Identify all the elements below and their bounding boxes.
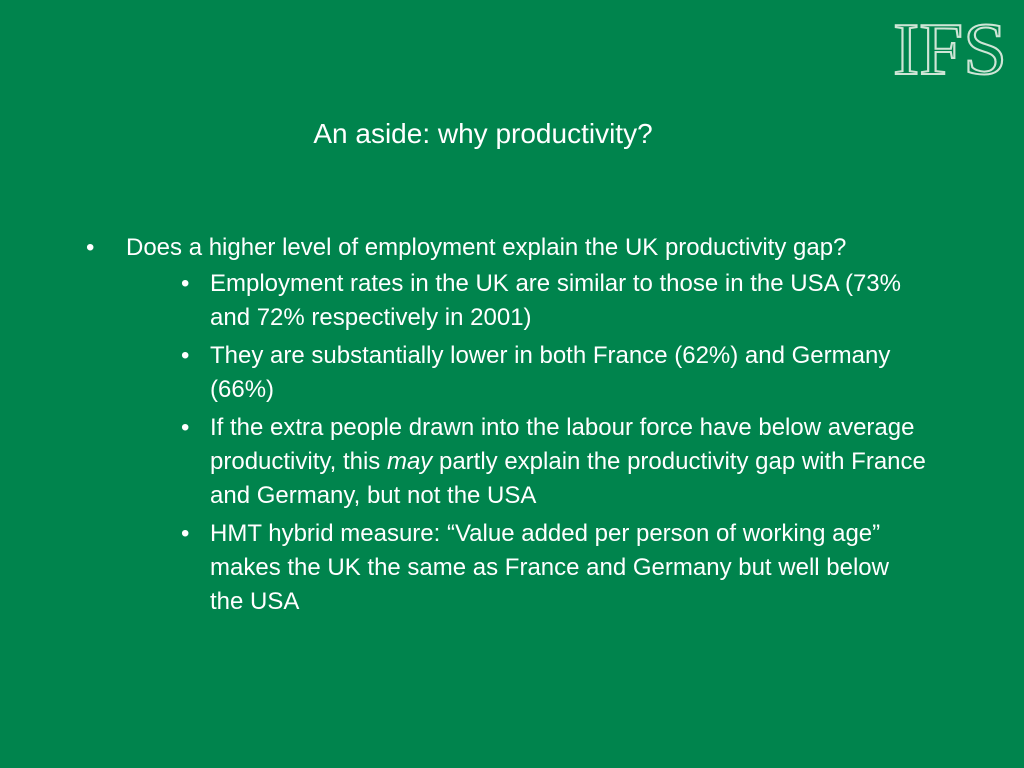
ifs-logo — [893, 12, 1009, 82]
bullet-icon: • — [181, 520, 190, 547]
bullet-list — [86, 230, 926, 619]
sub-point-text-after: partly explain the productivity gap with France and Germany, but not the USA — [210, 448, 926, 509]
sub-point-text: HMT hybrid measure: “Value added per person of working age” makes the UK the same as France and Germany but well below the USA — [210, 520, 889, 615]
sub-point-text-before: If the extra people drawn into the labour force have below average productivity, this — [210, 414, 915, 475]
bullet-icon: • — [181, 414, 190, 441]
bullet-icon: • — [86, 234, 95, 261]
ifs-logo-graphic — [893, 12, 1009, 82]
main-bullet-item — [86, 230, 926, 619]
sub-bullet-list — [126, 267, 926, 619]
bullet-icon: • — [181, 270, 190, 297]
slide-content — [86, 230, 926, 623]
main-point-text: Does a higher level of employment explain the UK productivity gap? — [126, 234, 847, 261]
sub-bullet-item — [126, 517, 926, 619]
ifs-logo-text: IFS — [893, 12, 1007, 82]
sub-point-text: They are substantially lower in both France (62%) and Germany (66%) — [210, 342, 891, 403]
sub-bullet-item — [126, 267, 926, 335]
sub-bullet-item — [126, 339, 926, 407]
sub-point-text: Employment rates in the UK are similar to those in the USA (73% and 72% respectively in 2001) — [210, 270, 901, 331]
bullet-icon: • — [181, 342, 190, 369]
sub-bullet-item — [126, 411, 926, 513]
slide-title: An aside: why productivity? — [313, 118, 653, 149]
emphasis-text: may — [386, 448, 433, 475]
